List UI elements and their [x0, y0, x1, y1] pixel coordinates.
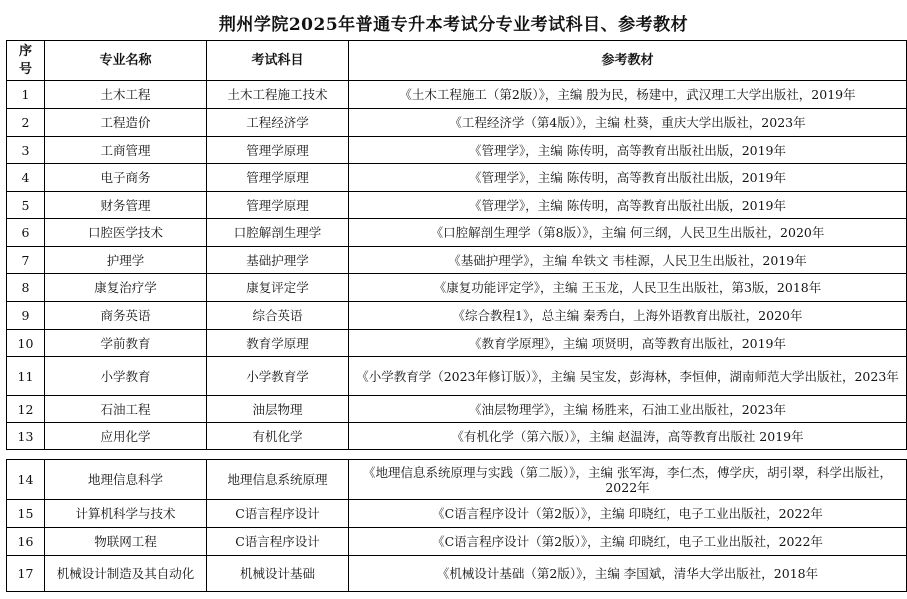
table-header-row	[7, 41, 907, 81]
cell-major: 商务英语	[45, 302, 207, 330]
cell-textbook: 《机械设计基础（第2版）》，主编 李国斌，清华大学出版社，2018年	[349, 556, 907, 592]
table-row	[7, 192, 907, 219]
cell-major: 小学教育	[45, 357, 207, 396]
cell-major: 计算机科学与技术	[45, 500, 207, 528]
cell-subject: 综合英语	[207, 302, 349, 330]
cell-subject: 土木工程施工技术	[207, 81, 349, 109]
table-row	[7, 164, 907, 192]
cell-major: 工程造价	[45, 109, 207, 137]
cell-major: 土木工程	[45, 81, 207, 109]
cell-textbook: 《管理学》，主编 陈传明，高等教育出版社出版，2019年	[349, 137, 907, 164]
cell-no: 11	[7, 357, 45, 396]
cell-subject: 康复评定学	[207, 274, 349, 302]
cell-major: 地理信息科学	[45, 460, 207, 500]
cell-textbook: 《管理学》，主编 陈传明，高等教育出版社出版，2019年	[349, 192, 907, 219]
header-major: 专业名称	[45, 41, 207, 81]
cell-major: 财务管理	[45, 192, 207, 219]
table-row	[7, 330, 907, 357]
cell-no: 4	[7, 164, 45, 192]
cell-no: 15	[7, 500, 45, 528]
table-row	[7, 423, 907, 450]
header-textbook: 参考教材	[349, 41, 907, 81]
cell-textbook: 《综合教程1》，总主编 秦秀白，上海外语教育出版社，2020年	[349, 302, 907, 330]
cell-major: 物联网工程	[45, 528, 207, 556]
cell-no: 6	[7, 219, 45, 247]
cell-major: 应用化学	[45, 423, 207, 450]
cell-subject: 小学教育学	[207, 357, 349, 396]
table-row	[7, 556, 907, 592]
cell-subject: 管理学原理	[207, 137, 349, 164]
table-row	[7, 357, 907, 396]
cell-textbook: 《有机化学（第六版）》，主编 赵温涛，高等教育出版社 2019年	[349, 423, 907, 450]
cell-no: 2	[7, 109, 45, 137]
cell-subject: 有机化学	[207, 423, 349, 450]
cell-no: 17	[7, 556, 45, 592]
cell-textbook: 《C语言程序设计（第2版）》，主编 印晓红，电子工业出版社，2022年	[349, 500, 907, 528]
cell-no: 10	[7, 330, 45, 357]
cell-no: 1	[7, 81, 45, 109]
table-row	[7, 500, 907, 528]
table-row	[7, 274, 907, 302]
cell-no: 16	[7, 528, 45, 556]
cell-textbook: 《基础护理学》，主编 牟铁文 韦桂源，人民卫生出版社，2019年	[349, 247, 907, 274]
cell-major: 工商管理	[45, 137, 207, 164]
cell-major: 口腔医学技术	[45, 219, 207, 247]
table-row	[7, 219, 907, 247]
cell-textbook: 《C语言程序设计（第2版）》，主编 印晓红，电子工业出版社，2022年	[349, 528, 907, 556]
table-row	[7, 528, 907, 556]
textbook-table-part-1	[6, 40, 907, 450]
table-row	[7, 137, 907, 164]
cell-subject: 口腔解剖生理学	[207, 219, 349, 247]
cell-subject: C语言程序设计	[207, 500, 349, 528]
cell-major: 护理学	[45, 247, 207, 274]
textbook-table-part-2	[6, 459, 907, 592]
table-row	[7, 460, 907, 500]
cell-subject: C语言程序设计	[207, 528, 349, 556]
cell-textbook: 《油层物理学》，主编 杨胜来，石油工业出版社，2023年	[349, 396, 907, 423]
table-row	[7, 247, 907, 274]
cell-textbook: 《地理信息系统原理与实践（第二版）》，主编 张军海，李仁杰，傅学庆，胡引翠，科学出版社，2022年	[349, 460, 907, 500]
table-row	[7, 396, 907, 423]
cell-subject: 教育学原理	[207, 330, 349, 357]
cell-no: 14	[7, 460, 45, 500]
cell-subject: 管理学原理	[207, 192, 349, 219]
cell-major: 机械设计制造及其自动化	[45, 556, 207, 592]
cell-subject: 机械设计基础	[207, 556, 349, 592]
cell-textbook: 《管理学》，主编 陈传明，高等教育出版社出版，2019年	[349, 164, 907, 192]
cell-major: 石油工程	[45, 396, 207, 423]
cell-no: 5	[7, 192, 45, 219]
cell-subject: 地理信息系统原理	[207, 460, 349, 500]
table-row	[7, 81, 907, 109]
cell-subject: 工程经济学	[207, 109, 349, 137]
cell-textbook: 《教育学原理》，主编 项贤明，高等教育出版社，2019年	[349, 330, 907, 357]
cell-textbook: 《口腔解剖生理学（第8版）》，主编 何三纲，人民卫生出版社，2020年	[349, 219, 907, 247]
cell-textbook: 《工程经济学（第4版）》，主编 杜葵，重庆大学出版社，2023年	[349, 109, 907, 137]
cell-major: 电子商务	[45, 164, 207, 192]
cell-no: 12	[7, 396, 45, 423]
cell-major: 康复治疗学	[45, 274, 207, 302]
table-row	[7, 302, 907, 330]
cell-no: 8	[7, 274, 45, 302]
cell-no: 9	[7, 302, 45, 330]
cell-no: 7	[7, 247, 45, 274]
cell-textbook: 《小学教育学（2023年修订版）》，主编 吴宝发，彭海林，李恒伸，湖南师范大学出版社，2023年	[349, 357, 907, 396]
header-no: 序 号	[7, 41, 45, 81]
cell-no: 3	[7, 137, 45, 164]
cell-subject: 油层物理	[207, 396, 349, 423]
cell-no: 13	[7, 423, 45, 450]
header-subject: 考试科目	[207, 41, 349, 81]
table-row	[7, 109, 907, 137]
cell-textbook: 《土木工程施工（第2版）》，主编 殷为民，杨建中，武汉理工大学出版社，2019年	[349, 81, 907, 109]
cell-subject: 基础护理学	[207, 247, 349, 274]
page-title: 荆州学院2025年普通专升本考试分专业考试科目、参考教材	[218, 15, 689, 35]
cell-subject: 管理学原理	[207, 164, 349, 192]
cell-textbook: 《康复功能评定学》，主编 王玉龙，人民卫生出版社，第3版，2018年	[349, 274, 907, 302]
cell-major: 学前教育	[45, 330, 207, 357]
